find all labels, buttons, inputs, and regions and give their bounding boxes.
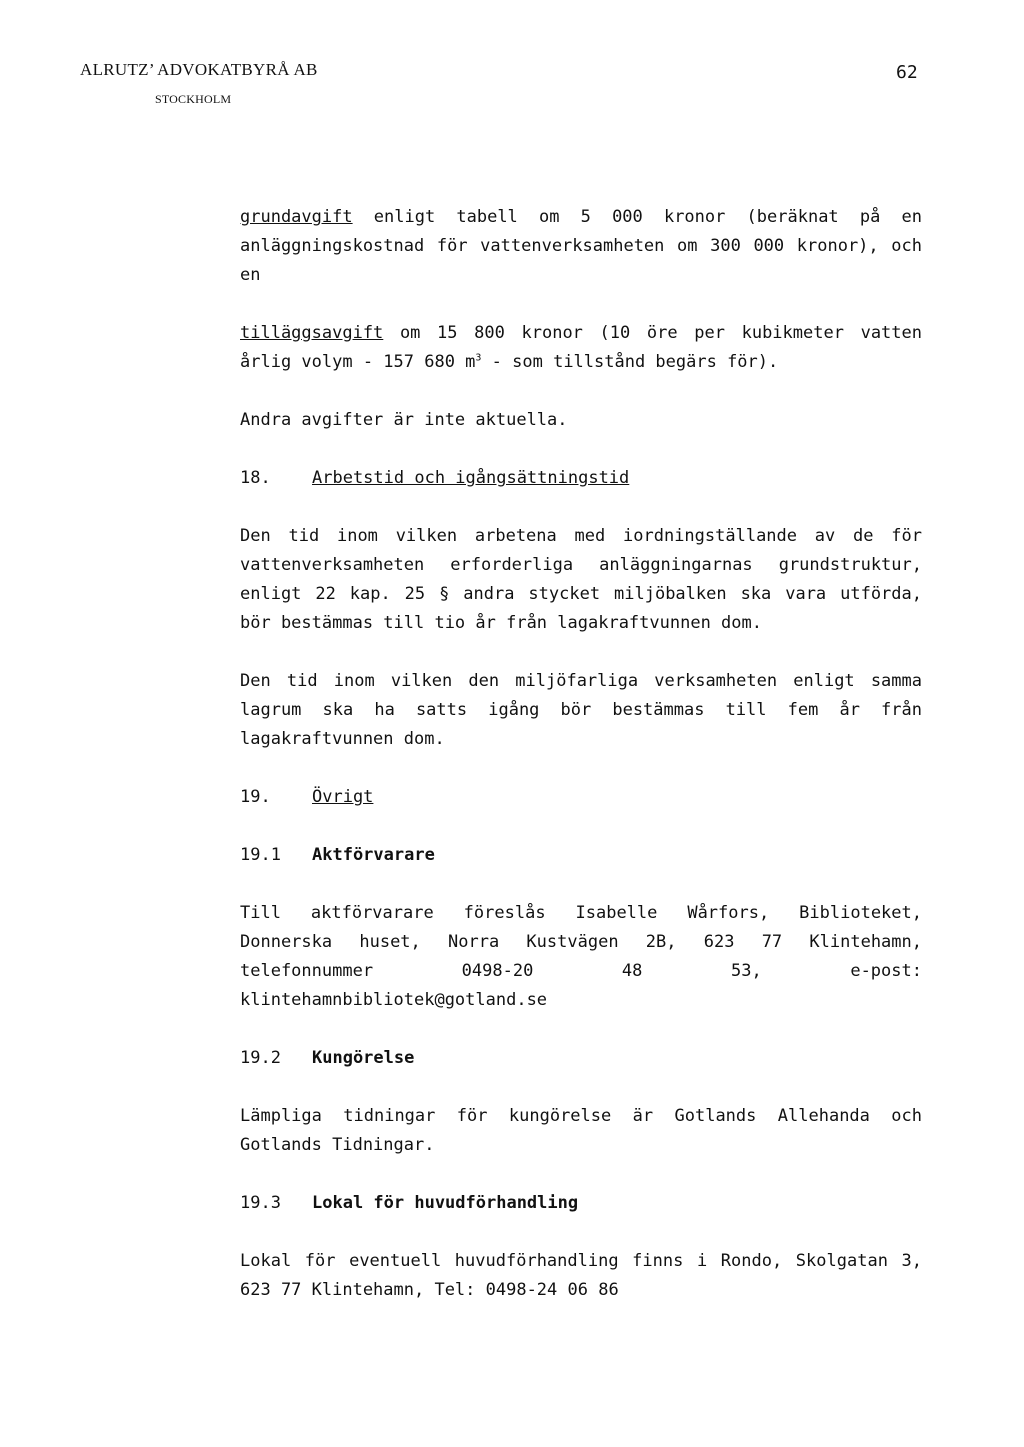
- page-number: 62: [896, 62, 918, 83]
- other-fees-paragraph: Andra avgifter är inte aktuella.: [240, 410, 568, 430]
- section-19-1-number: 19.1: [240, 845, 281, 865]
- section-19-title: Övrigt: [312, 787, 374, 807]
- letterhead-city: STOCKHOLM: [155, 92, 232, 106]
- section-19-2-paragraph: Lämpliga tidningar för kungörelse är Gotlands Allehanda och Gotlands Tidningar.: [240, 1106, 922, 1155]
- extra-fee-superscript: 3: [475, 352, 482, 364]
- section-18-number: 18.: [240, 468, 271, 488]
- section-18-title: Arbetstid och igångsättningstid: [312, 468, 630, 488]
- extra-fee-text-a: om 15 800 kronor (10 öre per kubikmeter vatten årlig volym - 157 680 m: [240, 323, 922, 372]
- section-19-2-number: 19.2: [240, 1048, 281, 1068]
- section-19-2-title: Kungörelse: [312, 1048, 415, 1068]
- basic-fee-term: grundavgift: [240, 207, 353, 227]
- extra-fee-paragraph: [240, 319, 922, 377]
- basic-fee-paragraph: [240, 203, 922, 290]
- section-19-3-heading: [240, 1189, 922, 1218]
- extra-fee-text-b: - som tillstånd begärs för).: [481, 352, 779, 372]
- section-19-number: 19.: [240, 787, 271, 807]
- section-19-1-paragraph: Till aktförvarare föreslås Isabelle Wårfors, Biblioteket, Donnerska huset, Norra Kustvägen 2B, 623 77 Klintehamn, telefonnummer 0498-20 48 53, e-post: klintehamnbibliotek@gotland.se: [240, 903, 922, 1010]
- section-19-3-title: Lokal för huvudförhandling: [312, 1193, 579, 1213]
- section-19-1-title: Aktförvarare: [312, 845, 435, 865]
- section-19-3-number: 19.3: [240, 1193, 281, 1213]
- document-body: [240, 203, 922, 1305]
- section-18-heading: [240, 464, 922, 493]
- section-18-paragraph-1: Den tid inom vilken arbetena med iordningställande av de för vattenverksamheten erforderliga anläggningarnas grundstruktur, enligt 22 kap. 25 § andra stycket miljöbalken ska vara utförda, bör bestämmas till tio år från lagakraftvunnen dom.: [240, 526, 922, 633]
- section-19-3-paragraph: Lokal för eventuell huvudförhandling finns i Rondo, Skolgatan 3, 623 77 Klintehamn, Tel: 0498-24 06 86: [240, 1251, 922, 1300]
- section-19-1-heading: [240, 841, 922, 870]
- section-18-paragraph-2: Den tid inom vilken den miljöfarliga verksamheten enligt samma lagrum ska ha satts igång bör bestämmas till fem år från lagakraftvunnen dom.: [240, 671, 922, 749]
- extra-fee-term: tilläggsavgift: [240, 323, 384, 343]
- basic-fee-text: enligt tabell om 5 000 kronor (beräknat på en anläggningskostnad för vattenverksamheten om 300 000 kronor), och en: [240, 207, 922, 285]
- letterhead-firm: ALRUTZ’ ADVOKATBYRÅ AB: [80, 60, 318, 79]
- section-19-2-heading: [240, 1044, 922, 1073]
- section-19-heading: [240, 783, 922, 812]
